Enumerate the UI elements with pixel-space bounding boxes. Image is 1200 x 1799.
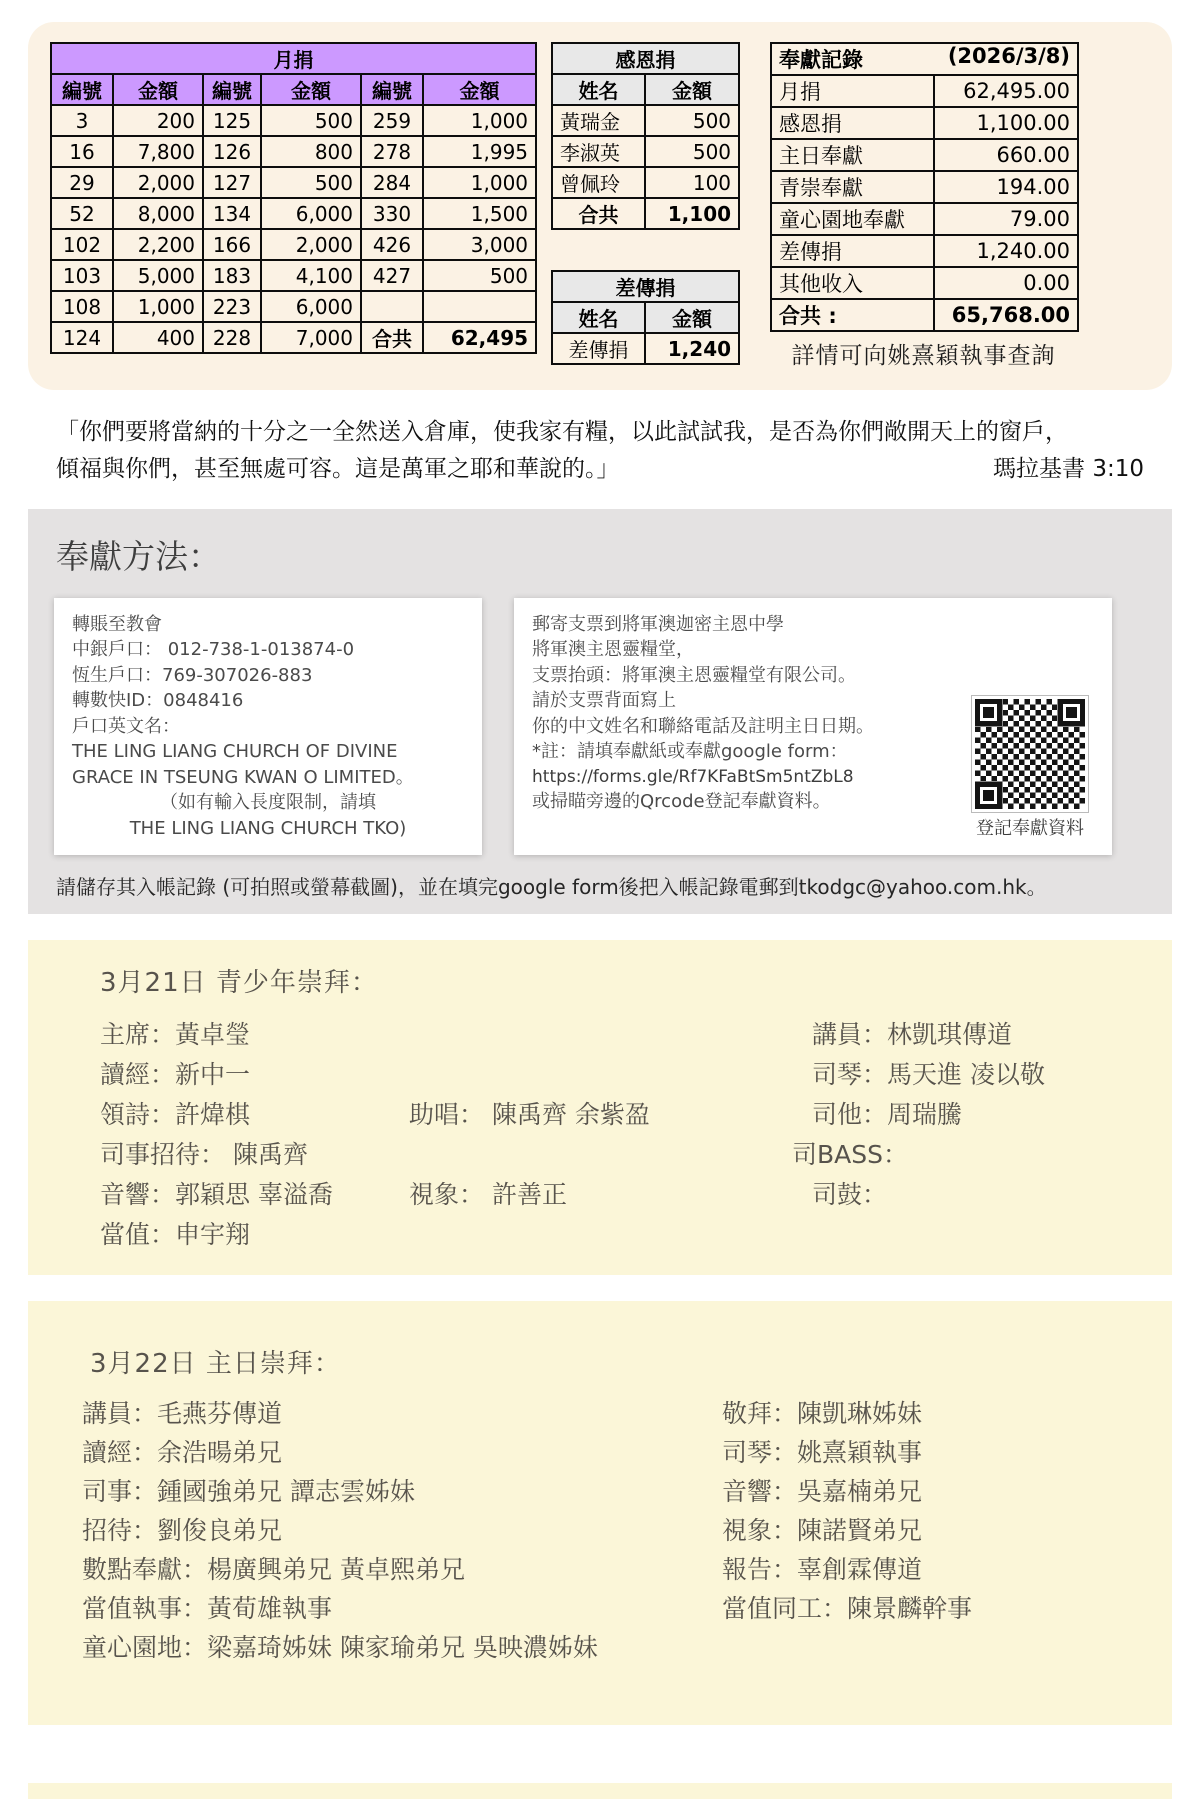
- table-row: [771, 203, 1078, 235]
- service-cell: 當值執事：黃荀雄執事: [82, 1594, 333, 1624]
- service-cell: 司BASS：: [792, 1140, 908, 1170]
- table-cell: 500: [645, 105, 739, 136]
- section-title: 奉獻方法：: [56, 536, 221, 576]
- service-cell: 司鼓：: [812, 1180, 888, 1210]
- service-cell: 數點奉獻：楊廣興弟兄 黃卓熙弟兄: [82, 1555, 465, 1585]
- table-title-row: [552, 43, 739, 74]
- column-header: 金額: [645, 302, 739, 333]
- table-header-row: [51, 74, 536, 105]
- card-line: 請於支票背面寫上: [532, 690, 676, 712]
- record-value: 660.00: [934, 139, 1078, 171]
- table-row: [51, 136, 536, 167]
- record-value: 1,240.00: [934, 235, 1078, 267]
- record-label: 其他收入: [771, 267, 934, 299]
- table-cell: 500: [261, 105, 361, 136]
- table-row: [771, 75, 1078, 107]
- table-cell: 426: [361, 229, 423, 260]
- table-cell: 1,995: [423, 136, 536, 167]
- table-header-row: [552, 74, 739, 105]
- cheque-mailing-card: [514, 598, 1112, 856]
- service-roster: [54, 1394, 1146, 1667]
- service-cell: 童心園地：梁嘉琦姊妹 陳家瑜弟兄 吳映濃姊妹: [82, 1633, 598, 1663]
- service-cell: 招待：劉俊良弟兄: [82, 1516, 283, 1546]
- table-row: [51, 229, 536, 260]
- table-cell: 330: [361, 198, 423, 229]
- record-date: (2026/3/8): [947, 44, 1071, 68]
- card-line: 支票抬頭：將軍澳主恩靈糧堂有限公司。: [532, 664, 856, 686]
- record-label: 主日奉獻: [771, 139, 934, 171]
- table-row: [552, 136, 739, 167]
- table-cell: [361, 291, 423, 322]
- table-cell: 400: [113, 322, 203, 353]
- table-row: [51, 291, 536, 322]
- monthly-donation-table: [50, 42, 537, 354]
- table-row: [51, 167, 536, 198]
- table-row: [771, 107, 1078, 139]
- table-cell: 52: [51, 198, 113, 229]
- record-label: 感恩捐: [771, 107, 934, 139]
- record-label: 月捐: [771, 75, 934, 107]
- service-cell: [722, 1628, 1146, 1667]
- table-cell: 5,000: [113, 260, 203, 291]
- column-header: 姓名: [552, 302, 645, 333]
- service-cell: 司他：周瑞騰: [812, 1100, 963, 1130]
- service-title: 3月22日 主日崇拜：: [90, 1349, 341, 1380]
- record-value: 79.00: [934, 203, 1078, 235]
- total-value-cell: 62,495: [423, 322, 536, 353]
- table-cell: 8,000: [113, 198, 203, 229]
- bank-transfer-card: [54, 598, 482, 856]
- table-cell: 500: [645, 136, 739, 167]
- column-header: 姓名: [552, 74, 645, 105]
- table-cell: 1,000: [423, 167, 536, 198]
- table-cell: 200: [113, 105, 203, 136]
- sunday-service-section: [28, 1301, 1172, 1725]
- record-title: 奉獻記錄: [779, 48, 864, 72]
- table-row: [771, 139, 1078, 171]
- table-cell: 2,000: [261, 229, 361, 260]
- table-row: [771, 171, 1078, 203]
- scripture-line: 傾福與你們，甚至無處可容。這是萬軍之耶和華說的。」: [56, 456, 620, 483]
- column-header: 編號: [51, 74, 113, 105]
- service-roster: [54, 1015, 1146, 1255]
- table-cell: 2,200: [113, 229, 203, 260]
- table-title: 差傳捐: [552, 271, 739, 302]
- table-cell: 1,240: [645, 333, 739, 364]
- scripture-verse: [56, 414, 1144, 489]
- column-header: 金額: [113, 74, 203, 105]
- table-cell: 124: [51, 322, 113, 353]
- service-cell: 講員：林凱琪傳道: [812, 1020, 1013, 1050]
- record-value: 194.00: [934, 171, 1078, 203]
- card-line: 轉數快ID：0848416: [72, 690, 244, 712]
- total-value-cell: 65,768.00: [934, 299, 1078, 331]
- table-cell: 李淑英: [552, 136, 645, 167]
- card-line: THE LING LIANG CHURCH OF DIVINE: [72, 741, 398, 763]
- record-value: 0.00: [934, 267, 1078, 299]
- table-row: [771, 267, 1078, 299]
- table-row: [51, 260, 536, 291]
- table-row: [51, 105, 536, 136]
- next-section-edge: [28, 1783, 1172, 1799]
- table-cell: 102: [51, 229, 113, 260]
- service-cell: [734, 1215, 1146, 1255]
- record-value: 62,495.00: [934, 75, 1078, 107]
- offering-record-table: [770, 42, 1079, 332]
- google-form-link[interactable]: https://forms.gle/Rf7KFaBtSm5ntZbL8: [532, 766, 854, 787]
- service-cell: 視象： 許善正: [409, 1180, 567, 1210]
- column-header: 編號: [361, 74, 423, 105]
- table-cell: 278: [361, 136, 423, 167]
- table-cell: 1,500: [423, 198, 536, 229]
- table-cell: 3: [51, 105, 113, 136]
- table-cell: 2,000: [113, 167, 203, 198]
- donation-summary-panel: [28, 22, 1172, 390]
- table-cell: 7,800: [113, 136, 203, 167]
- service-cell: 司事：鍾國強弟兄 譚志雲姊妹: [82, 1477, 415, 1507]
- table-cell: 1,000: [113, 291, 203, 322]
- table-cell: 125: [203, 105, 261, 136]
- card-line: 郵寄支票到將軍澳迦密主恩中學: [532, 613, 784, 635]
- table-total-row: [771, 299, 1078, 331]
- offering-record-column: [770, 42, 1082, 370]
- service-cell: 司琴：馬天進 凌以敬: [812, 1060, 1045, 1090]
- service-cell: [409, 1055, 734, 1095]
- table-row: [771, 235, 1078, 267]
- church-bulletin-page: [0, 22, 1200, 1799]
- card-line: GRACE IN TSEUNG KWAN O LIMITED。: [72, 766, 414, 788]
- table-cell: 228: [203, 322, 261, 353]
- table-row: [552, 105, 739, 136]
- card-line: THE LING LIANG CHURCH TKO): [129, 817, 407, 839]
- column-header: 金額: [423, 74, 536, 105]
- mission-donation-table: [551, 270, 740, 365]
- service-cell: 音響：郭穎思 辜溢喬: [100, 1180, 333, 1210]
- card-line: 或掃瞄旁邊的Qrcode登記奉獻資料。: [532, 790, 831, 812]
- table-title-row: [51, 43, 536, 74]
- table-cell: 黃瑞金: [552, 105, 645, 136]
- table-cell: 284: [361, 167, 423, 198]
- table-cell: 800: [261, 136, 361, 167]
- column-header: 金額: [645, 74, 739, 105]
- thanksgiving-donation-table: [551, 42, 740, 230]
- table-title-row: [552, 271, 739, 302]
- table-title-row: [771, 43, 1078, 75]
- youth-service-section: [28, 940, 1172, 1275]
- service-cell: 講員：毛燕芬傳道: [82, 1399, 283, 1429]
- card-line: （如有輸入長度限制，請填: [160, 792, 376, 814]
- record-label: 差傳捐: [771, 235, 934, 267]
- service-cell: 司事招待： 陳禹齊: [100, 1140, 308, 1170]
- table-title: 月捐: [51, 43, 536, 74]
- table-row: [51, 322, 536, 353]
- table-cell: 7,000: [261, 322, 361, 353]
- table-cell: 500: [423, 260, 536, 291]
- service-cell: [409, 1015, 734, 1055]
- table-title: 感恩捐: [552, 43, 739, 74]
- methods-footer-note: 請儲存其入帳記錄 (可拍照或螢幕截圖)，並在填完google form後把入帳記錄電郵到tkodgc@yahoo.com.hk。: [56, 875, 1047, 900]
- service-cell: 領詩：許煒棋: [100, 1100, 251, 1130]
- table-cell: 427: [361, 260, 423, 291]
- card-line: 轉賬至教會: [72, 613, 162, 635]
- table-cell: 6,000: [261, 198, 361, 229]
- table-header-row: [552, 302, 739, 333]
- column-header: 編號: [203, 74, 261, 105]
- total-label-cell: 合共: [361, 322, 423, 353]
- card-line: 中銀戶口： 012-738-1-013874-0: [72, 639, 355, 661]
- table-cell: 126: [203, 136, 261, 167]
- record-label: 青崇奉獻: [771, 171, 934, 203]
- offering-methods-section: [28, 509, 1172, 915]
- table-cell: 100: [645, 167, 739, 198]
- card-line: 戶口英文名：: [72, 715, 180, 737]
- service-cell: 音響：吳嘉楠弟兄: [722, 1477, 923, 1507]
- record-label: 童心園地奉獻: [771, 203, 934, 235]
- table-cell: 1,000: [423, 105, 536, 136]
- service-cell: 主席：黃卓瑩: [100, 1020, 251, 1050]
- service-cell: [409, 1215, 734, 1255]
- table-cell: 127: [203, 167, 261, 198]
- service-cell: 當值同工：陳景麟幹事: [722, 1594, 973, 1624]
- total-value-cell: 1,100: [645, 198, 739, 229]
- service-cell: 當值：申宇翔: [100, 1220, 251, 1250]
- table-cell: 259: [361, 105, 423, 136]
- table-cell: [423, 291, 536, 322]
- record-value: 1,100.00: [934, 107, 1078, 139]
- table-cell: 134: [203, 198, 261, 229]
- table-cell: 29: [51, 167, 113, 198]
- service-cell: 司琴：姚熹穎執事: [722, 1438, 923, 1468]
- service-cell: 敬拜：陳凱琳姊妹: [722, 1399, 923, 1429]
- total-label-cell: 合共: [552, 198, 645, 229]
- column-header: 金額: [261, 74, 361, 105]
- card-line: 你的中文姓名和聯絡電話及註明主日日期。: [532, 715, 874, 737]
- table-cell: 差傳捐: [552, 333, 645, 364]
- qr-caption: 登記奉獻資料: [976, 817, 1084, 839]
- table-row: [51, 198, 536, 229]
- card-line: 恆生戶口：769-307026-883: [72, 664, 313, 686]
- table-total-row: [552, 198, 739, 229]
- service-cell: 讀經：余浩暘弟兄: [82, 1438, 283, 1468]
- card-line: *註：請填奉獻紙或奉獻google form：: [532, 741, 848, 763]
- table-cell: 223: [203, 291, 261, 322]
- table-cell: 4,100: [261, 260, 361, 291]
- qr-code: [972, 696, 1088, 812]
- table-cell: 183: [203, 260, 261, 291]
- table-cell: 3,000: [423, 229, 536, 260]
- service-cell: 助唱： 陳禹齊 余紫盈: [409, 1100, 650, 1130]
- service-title: 3月21日 青少年崇拜：: [100, 968, 378, 999]
- table-cell: 166: [203, 229, 261, 260]
- scripture-line: 「你們要將當納的十分之一全然送入倉庫，使我家有糧，以此試試我，是否為你們敞開天上的窗戶，: [56, 419, 1068, 445]
- table-cell: 6,000: [261, 291, 361, 322]
- service-cell: [409, 1135, 734, 1175]
- service-cell: 視象：陳諾賢弟兄: [722, 1516, 923, 1546]
- service-cell: 報告：辜創霖傳道: [722, 1555, 923, 1585]
- table-cell: 108: [51, 291, 113, 322]
- card-line: 將軍澳主恩靈糧堂，: [532, 639, 694, 661]
- table-cell: 16: [51, 136, 113, 167]
- table-row: [552, 333, 739, 364]
- record-note: 詳情可向姚熹穎執事查詢: [791, 343, 1056, 369]
- scripture-reference: 瑪拉基書 3:10: [993, 456, 1144, 483]
- service-cell: 讀經：新中一: [100, 1060, 251, 1090]
- table-cell: 曾佩玲: [552, 167, 645, 198]
- table-row: [552, 167, 739, 198]
- total-label-cell: 合共 :: [771, 299, 934, 331]
- table-cell: 500: [261, 167, 361, 198]
- table-cell: 103: [51, 260, 113, 291]
- middle-tables-column: [551, 42, 738, 365]
- table-title: [771, 43, 1078, 75]
